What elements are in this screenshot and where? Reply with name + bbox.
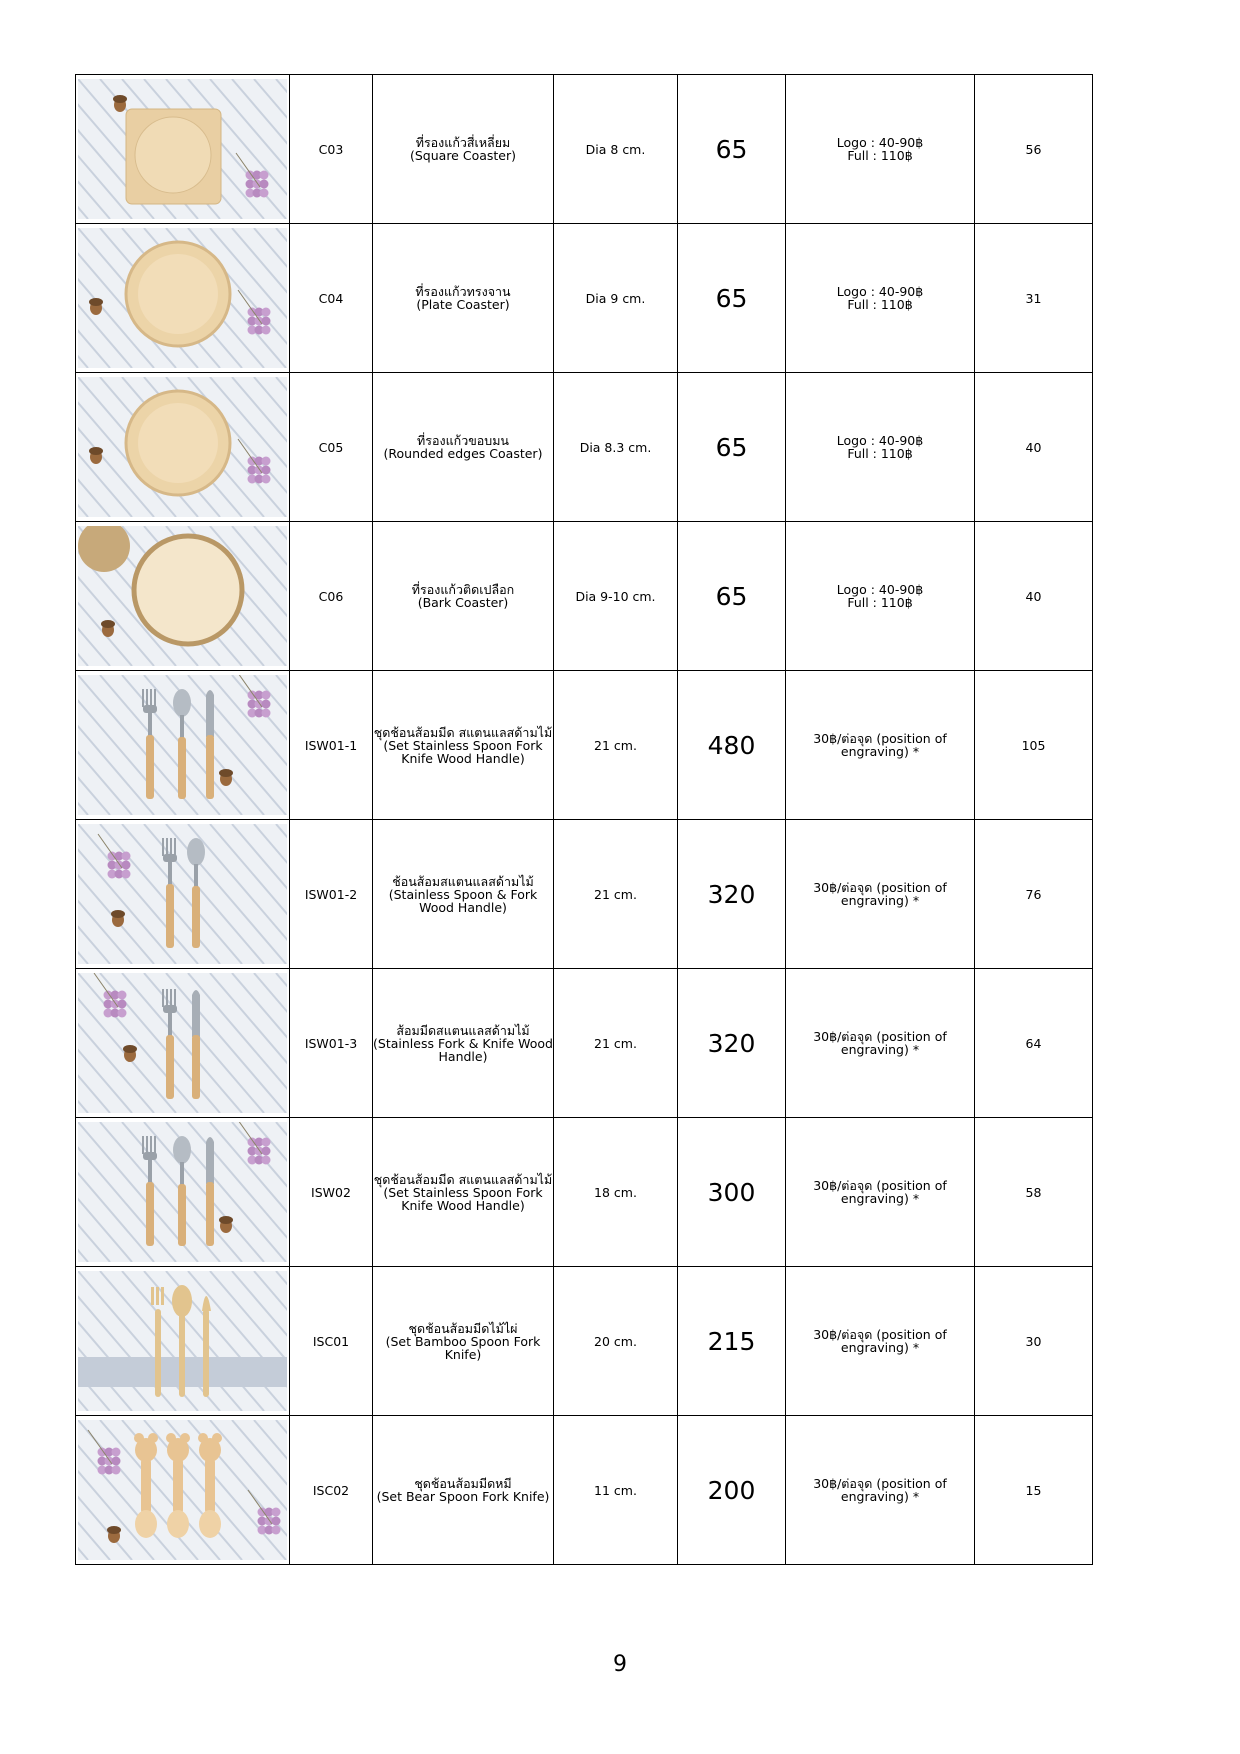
product-name-english: (Set Bamboo Spoon Fork Knife)	[385, 1333, 541, 1362]
table-row	[76, 75, 1093, 224]
product-name	[373, 1118, 554, 1267]
engraving-line-2: Full : 110฿	[847, 148, 913, 163]
product-code: C03	[290, 75, 373, 224]
stock-count: 64	[975, 969, 1093, 1118]
product-price: 320	[678, 969, 786, 1118]
product-name	[373, 224, 554, 373]
engraving-line-1: 30฿/ต่อจุด (position of	[813, 1476, 947, 1491]
product-name-english: (Set Bear Spoon Fork Knife)	[376, 1489, 550, 1504]
product-code: ISW02	[290, 1118, 373, 1267]
product-price: 320	[678, 820, 786, 969]
table-row	[76, 1118, 1093, 1267]
product-name-thai: ที่รองแก้วสี่เหลี่ยม	[415, 135, 511, 150]
engraving-line-2: Full : 110฿	[847, 297, 913, 312]
table-row	[76, 224, 1093, 373]
product-name-thai: ส้อมมีดสแตนแลสด้ามไม้	[396, 1022, 530, 1038]
engraving-line-1: 30฿/ต่อจุด (position of	[813, 1327, 947, 1342]
engraving-line-2: engraving) *	[840, 1042, 920, 1057]
product-table	[75, 74, 1093, 1565]
engraving-line-1: 30฿/ต่อจุด (position of	[813, 1029, 947, 1044]
stock-count: 105	[975, 671, 1093, 820]
product-name-thai: ชุดช้อนส้อมมีดไม้ไผ่	[408, 1320, 518, 1336]
engraving-line-1: Logo : 40-90฿	[836, 433, 924, 448]
product-price: 65	[678, 224, 786, 373]
engraving-line-2: engraving) *	[840, 1489, 920, 1504]
product-code: ISC02	[290, 1416, 373, 1565]
product-image-cell	[76, 1416, 290, 1565]
stock-count: 30	[975, 1267, 1093, 1416]
product-code: C05	[290, 373, 373, 522]
product-name	[373, 969, 554, 1118]
engraving-line-1: Logo : 40-90฿	[836, 582, 924, 597]
product-name	[373, 373, 554, 522]
product-price: 215	[678, 1267, 786, 1416]
stock-count: 40	[975, 522, 1093, 671]
product-code: ISC01	[290, 1267, 373, 1416]
product-image-cell	[76, 522, 290, 671]
product-name	[373, 1416, 554, 1565]
table-row	[76, 969, 1093, 1118]
engraving-line-2: Full : 110฿	[847, 446, 913, 461]
product-code: C04	[290, 224, 373, 373]
spoon-fork-photo	[78, 824, 287, 964]
plate-coaster-photo	[78, 228, 287, 368]
engraving-price	[786, 1267, 975, 1416]
product-image-cell	[76, 969, 290, 1118]
engraving-line-2: engraving) *	[840, 1340, 920, 1355]
square-coaster-photo	[78, 79, 287, 219]
stock-count: 76	[975, 820, 1093, 969]
product-name-english: (Set Stainless Spoon Fork Knife Wood Handle)	[383, 1184, 543, 1213]
product-name-english: (Rounded edges Coaster)	[383, 446, 543, 461]
bear-cutlery-photo	[78, 1420, 287, 1560]
engraving-line-2: engraving) *	[840, 1191, 920, 1206]
product-name-english: (Square Coaster)	[409, 148, 516, 163]
product-size: Dia 8.3 cm.	[554, 373, 678, 522]
product-image-cell	[76, 75, 290, 224]
product-name	[373, 75, 554, 224]
engraving-price	[786, 75, 975, 224]
engraving-price	[786, 671, 975, 820]
engraving-price	[786, 373, 975, 522]
product-image-cell	[76, 224, 290, 373]
bark-coaster-photo	[78, 526, 287, 666]
product-name-thai: ที่รองแก้วทรงจาน	[415, 284, 511, 299]
product-name	[373, 1267, 554, 1416]
engraving-line-1: Logo : 40-90฿	[836, 284, 924, 299]
stock-count: 58	[975, 1118, 1093, 1267]
product-name-thai: ช้อนส้อมสแตนแลสด้ามไม้	[392, 873, 534, 889]
table-row	[76, 1416, 1093, 1565]
engraving-line-1: Logo : 40-90฿	[836, 135, 924, 150]
product-image-cell	[76, 373, 290, 522]
stock-count: 31	[975, 224, 1093, 373]
cutlery-set-photo	[78, 675, 287, 815]
product-name-english: (Set Stainless Spoon Fork Knife Wood Handle)	[383, 737, 543, 766]
product-name-english: (Stainless Fork & Knife Wood Handle)	[373, 1035, 553, 1064]
product-image-cell	[76, 1118, 290, 1267]
rounded-coaster-photo	[78, 377, 287, 517]
product-size: 21 cm.	[554, 820, 678, 969]
product-name-english: (Bark Coaster)	[417, 595, 509, 610]
product-name	[373, 671, 554, 820]
product-name-english: (Stainless Spoon & Fork Wood Handle)	[388, 886, 538, 915]
bamboo-cutlery-photo	[78, 1271, 287, 1411]
product-name-english: (Plate Coaster)	[416, 297, 510, 312]
product-price: 200	[678, 1416, 786, 1565]
product-size: 18 cm.	[554, 1118, 678, 1267]
product-name	[373, 522, 554, 671]
product-size: Dia 9-10 cm.	[554, 522, 678, 671]
table-row	[76, 522, 1093, 671]
engraving-price	[786, 969, 975, 1118]
engraving-line-2: Full : 110฿	[847, 595, 913, 610]
product-image-cell	[76, 1267, 290, 1416]
table-row	[76, 820, 1093, 969]
product-name-thai: ชุดช้อนส้อมมีดหมี	[414, 1476, 512, 1491]
engraving-price	[786, 224, 975, 373]
product-name	[373, 820, 554, 969]
engraving-line-1: 30฿/ต่อจุด (position of	[813, 1178, 947, 1193]
product-name-thai: ที่รองแก้วขอบมน	[417, 433, 509, 448]
engraving-price	[786, 522, 975, 671]
product-image-cell	[76, 671, 290, 820]
engraving-line-2: engraving) *	[840, 893, 920, 908]
product-size: Dia 8 cm.	[554, 75, 678, 224]
product-size: 21 cm.	[554, 671, 678, 820]
product-price: 300	[678, 1118, 786, 1267]
product-size: 21 cm.	[554, 969, 678, 1118]
page-number: 9	[613, 1652, 627, 1677]
stock-count: 40	[975, 373, 1093, 522]
stock-count: 15	[975, 1416, 1093, 1565]
product-name-thai: ที่รองแก้วติดเปลือก	[411, 582, 515, 597]
product-price: 65	[678, 373, 786, 522]
fork-knife-photo	[78, 973, 287, 1113]
engraving-line-2: engraving) *	[840, 744, 920, 759]
engraving-price	[786, 820, 975, 969]
product-code: C06	[290, 522, 373, 671]
product-size: 20 cm.	[554, 1267, 678, 1416]
product-size: Dia 9 cm.	[554, 224, 678, 373]
stock-count: 56	[975, 75, 1093, 224]
product-price: 65	[678, 75, 786, 224]
engraving-price	[786, 1118, 975, 1267]
product-price: 480	[678, 671, 786, 820]
table-row	[76, 373, 1093, 522]
product-name-thai: ชุดช้อนส้อมมีด สแตนแลสด้ามไม้	[373, 724, 553, 740]
product-name-thai: ชุดช้อนส้อมมีด สแตนแลสด้ามไม้	[373, 1171, 553, 1187]
table-row	[76, 671, 1093, 820]
product-code: ISW01-1	[290, 671, 373, 820]
product-price: 65	[678, 522, 786, 671]
product-size: 11 cm.	[554, 1416, 678, 1565]
small-cutlery-set-photo	[78, 1122, 287, 1262]
product-code: ISW01-3	[290, 969, 373, 1118]
table-row	[76, 1267, 1093, 1416]
product-image-cell	[76, 820, 290, 969]
engraving-price	[786, 1416, 975, 1565]
engraving-line-1: 30฿/ต่อจุด (position of	[813, 731, 947, 746]
engraving-line-1: 30฿/ต่อจุด (position of	[813, 880, 947, 895]
product-code: ISW01-2	[290, 820, 373, 969]
